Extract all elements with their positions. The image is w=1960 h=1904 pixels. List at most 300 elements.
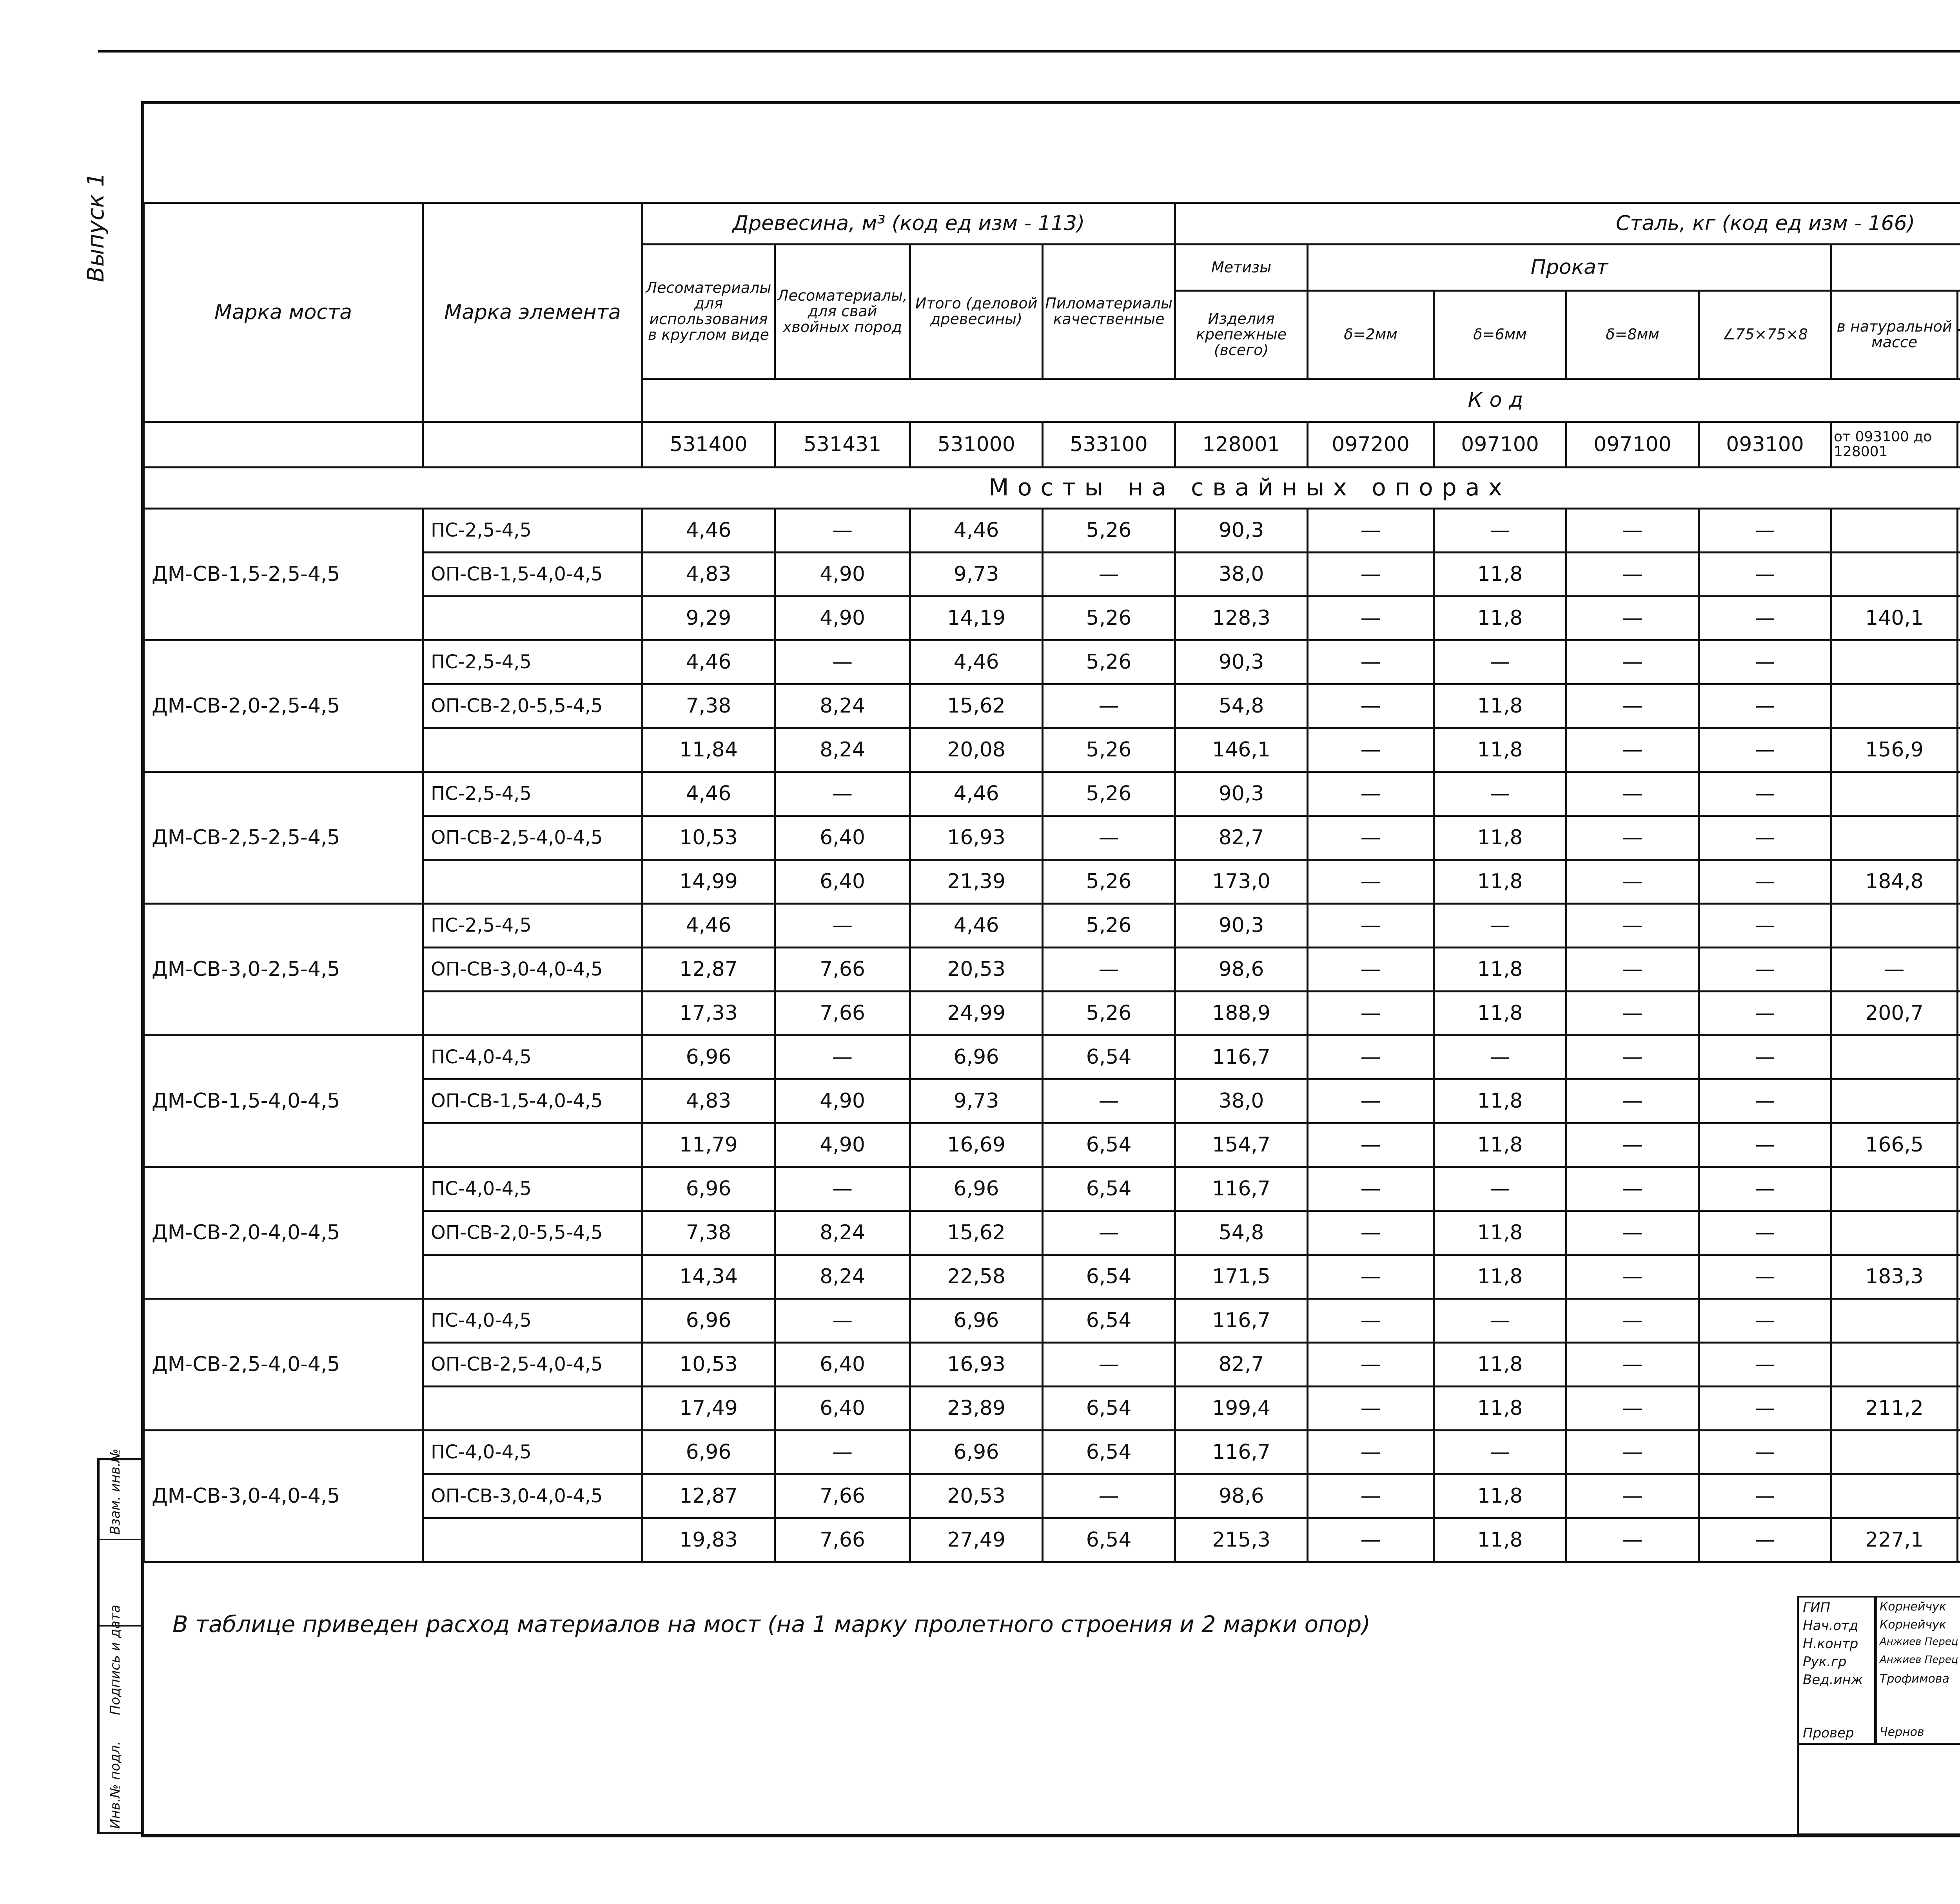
value-cell: 4,46	[910, 772, 1043, 816]
value-cell: 227,1	[1831, 1518, 1958, 1562]
value-cell: —	[1566, 596, 1699, 640]
value-cell	[1958, 1167, 1960, 1211]
value-cell: —	[1434, 1035, 1566, 1079]
value-cell: 4,46	[642, 772, 775, 816]
value-cell: —	[1566, 508, 1699, 552]
value-cell: 6,96	[642, 1167, 775, 1211]
value-cell: 6,54	[1043, 1123, 1175, 1167]
hdr-thick	[1958, 330, 1960, 379]
value-cell: —	[775, 903, 910, 947]
value-cell: —	[775, 772, 910, 816]
value-cell: 82,7	[1175, 1342, 1308, 1386]
value-cell: 11,8	[1434, 816, 1566, 860]
hdr-prokat-6mm: δ=6мм	[1434, 291, 1566, 379]
element-mark-cell: ОП-СВ-3,0-4,0-4,5	[423, 1474, 642, 1518]
name-4: Анжиев Перец	[1880, 1654, 1958, 1666]
element-mark-cell	[423, 728, 642, 772]
value-cell: —	[1699, 1298, 1831, 1342]
value-cell: 5,26	[1043, 903, 1175, 947]
side-issue-label: Выпуск 1	[82, 172, 109, 282]
value-cell: 17,49	[642, 1386, 775, 1430]
value-cell: —	[1566, 1079, 1699, 1123]
value-cell: 6,54	[1043, 1386, 1175, 1430]
value-cell: —	[1308, 1167, 1434, 1211]
value-cell	[1958, 1211, 1960, 1255]
value-cell: —	[1699, 596, 1831, 640]
value-cell	[1958, 1430, 1960, 1474]
value-cell: —	[1308, 903, 1434, 947]
value-cell: —	[1699, 947, 1831, 991]
value-cell: 6,96	[910, 1298, 1043, 1342]
value-cell: 20,53	[910, 947, 1043, 991]
element-mark-cell	[423, 1386, 642, 1430]
value-cell: —	[1434, 508, 1566, 552]
hdr-bridge-mark: Марка моста	[144, 203, 423, 422]
value-cell	[1831, 684, 1958, 728]
value-cell: —	[1434, 772, 1566, 816]
value-cell	[1958, 728, 1960, 772]
hdr-wood-sawn: Пиломатериалы качественные	[1043, 245, 1175, 379]
value-cell: 11,8	[1434, 991, 1566, 1035]
value-cell: 183,3	[1831, 1255, 1958, 1298]
value-cell: —	[775, 1035, 910, 1079]
value-cell: 11,8	[1434, 1255, 1566, 1298]
value-cell: 8,24	[775, 728, 910, 772]
value-cell: —	[1308, 1474, 1434, 1518]
value-cell: 6,96	[642, 1430, 775, 1474]
value-cell: 188,9	[1175, 991, 1308, 1035]
element-mark-cell	[423, 1255, 642, 1298]
value-cell: 20,53	[910, 1474, 1043, 1518]
value-cell: 11,8	[1434, 596, 1566, 640]
value-cell: —	[1699, 1255, 1831, 1298]
value-cell: 4,90	[775, 552, 910, 596]
name-2: Корнейчук	[1880, 1618, 1946, 1632]
value-cell: 4,46	[910, 508, 1043, 552]
value-cell	[1958, 772, 1960, 816]
element-mark-cell	[423, 1518, 642, 1562]
value-cell: 9,73	[910, 1079, 1043, 1123]
value-cell: 154,7	[1175, 1123, 1308, 1167]
value-cell	[1958, 1035, 1960, 1079]
value-cell: 15,62	[910, 1211, 1043, 1255]
code-cell: 531400	[642, 422, 775, 467]
value-cell: —	[1566, 640, 1699, 684]
value-cell: —	[1566, 684, 1699, 728]
table-row	[144, 903, 1960, 947]
value-cell: —	[1434, 640, 1566, 684]
table-row	[144, 508, 1960, 552]
hdr-prokat-8mm: δ=8мм	[1566, 291, 1699, 379]
hdr-code: Код	[642, 379, 1960, 422]
value-cell: 211,2	[1831, 1386, 1958, 1430]
value-cell: 11,8	[1434, 1211, 1566, 1255]
value-cell: 14,34	[642, 1255, 775, 1298]
value-cell: 11,79	[642, 1123, 775, 1167]
hdr-element-mark: Марка элемента	[423, 203, 642, 422]
value-cell: —	[775, 1167, 910, 1211]
value-cell	[1958, 684, 1960, 728]
element-mark-cell: ОП-СВ-1,5-4,0-4,5	[423, 552, 642, 596]
value-cell	[1958, 903, 1960, 947]
code-cell	[1958, 422, 1960, 467]
value-cell: 140,1	[1831, 596, 1958, 640]
code-cell: 093100	[1699, 422, 1831, 467]
value-cell: 16,93	[910, 816, 1043, 860]
value-cell: —	[1308, 552, 1434, 596]
value-cell: 14,19	[910, 596, 1043, 640]
value-cell: 10,53	[642, 816, 775, 860]
value-cell: —	[1699, 772, 1831, 816]
value-cell	[1831, 1079, 1958, 1123]
value-cell: 11,8	[1434, 1518, 1566, 1562]
role-prover: Провер	[1803, 1725, 1854, 1741]
value-cell: 6,96	[910, 1035, 1043, 1079]
value-cell: 199,4	[1175, 1386, 1308, 1430]
value-cell: —	[1434, 1298, 1566, 1342]
value-cell: —	[1699, 1167, 1831, 1211]
side-stamp-sign: Подпись и дата	[107, 1605, 123, 1715]
value-cell: 4,46	[642, 508, 775, 552]
value-cell: —	[775, 1298, 910, 1342]
table-row	[144, 1167, 1960, 1211]
value-cell: 20,08	[910, 728, 1043, 772]
materials-table	[143, 202, 1960, 1563]
value-cell: 146,1	[1175, 728, 1308, 772]
value-cell: —	[1308, 1342, 1434, 1386]
value-cell: 6,40	[775, 1386, 910, 1430]
value-cell: 6,96	[910, 1167, 1043, 1211]
value-cell: 5,26	[1043, 991, 1175, 1035]
value-cell: 7,38	[642, 684, 775, 728]
table-row	[144, 1298, 1960, 1342]
value-cell: 184,8	[1831, 860, 1958, 903]
value-cell: 116,7	[1175, 1298, 1308, 1342]
value-cell: 7,66	[775, 947, 910, 991]
value-cell: —	[1308, 1035, 1434, 1079]
value-cell: —	[1043, 1342, 1175, 1386]
value-cell: 11,8	[1434, 684, 1566, 728]
value-cell: 22,58	[910, 1255, 1043, 1298]
value-cell: 4,83	[642, 1079, 775, 1123]
value-cell: 6,54	[1043, 1255, 1175, 1298]
value-cell: 90,3	[1175, 903, 1308, 947]
value-cell: 8,24	[775, 684, 910, 728]
value-cell: —	[1566, 1298, 1699, 1342]
value-cell	[1958, 1079, 1960, 1123]
value-cell	[1958, 508, 1960, 552]
value-cell: 23,89	[910, 1386, 1043, 1430]
element-mark-cell: ОП-СВ-2,0-5,5-4,5	[423, 1211, 642, 1255]
value-cell: 8,24	[775, 1211, 910, 1255]
name-3: Анжиев Перец	[1880, 1636, 1958, 1648]
value-cell: 11,8	[1434, 1386, 1566, 1430]
element-mark-cell: ПС-4,0-4,5	[423, 1430, 642, 1474]
element-mark-cell: ОП-СВ-3,0-4,0-4,5	[423, 947, 642, 991]
value-cell: —	[1566, 1035, 1699, 1079]
name-1: Корнейчук	[1880, 1600, 1946, 1614]
element-mark-cell: ОП-СВ-1,5-4,0-4,5	[423, 1079, 642, 1123]
side-stamp-vzam: Взам. инв.№	[107, 1448, 123, 1535]
value-cell: 6,54	[1043, 1298, 1175, 1342]
value-cell: 5,26	[1043, 772, 1175, 816]
value-cell: —	[1308, 1518, 1434, 1562]
value-cell: —	[1699, 991, 1831, 1035]
hdr-metizy-sub: Изделия крепежные (всего)	[1175, 291, 1308, 379]
hdr-wood-round: Лесоматериалы для использования в круглом виде	[642, 245, 775, 379]
value-cell	[1831, 1211, 1958, 1255]
code-cell: 097100	[1566, 422, 1699, 467]
value-cell	[1958, 1474, 1960, 1518]
value-cell: 7,66	[775, 1474, 910, 1518]
value-cell: —	[1831, 947, 1958, 991]
value-cell: 54,8	[1175, 684, 1308, 728]
value-cell: 90,3	[1175, 640, 1308, 684]
table-row	[144, 1035, 1960, 1079]
value-cell: —	[1434, 1167, 1566, 1211]
value-cell	[1831, 816, 1958, 860]
value-cell: —	[1699, 1386, 1831, 1430]
value-cell: 17,33	[642, 991, 775, 1035]
hdr-natural-mass: в натуральной массе	[1831, 291, 1958, 379]
value-cell: —	[1566, 1123, 1699, 1167]
code-cell: от 093100 до 128001	[1831, 422, 1958, 467]
value-cell: —	[1566, 772, 1699, 816]
value-cell: —	[1308, 508, 1434, 552]
top-rule	[98, 50, 1960, 53]
value-cell: 15,62	[910, 684, 1043, 728]
value-cell: 6,40	[775, 1342, 910, 1386]
value-cell: 11,8	[1434, 1123, 1566, 1167]
value-cell: 11,8	[1434, 947, 1566, 991]
value-cell: 215,3	[1175, 1518, 1308, 1562]
value-cell: 11,8	[1434, 728, 1566, 772]
value-cell: 10,53	[642, 1342, 775, 1386]
value-cell: 38,0	[1175, 552, 1308, 596]
value-cell	[1958, 1123, 1960, 1167]
value-cell: —	[1308, 1123, 1434, 1167]
value-cell: 11,8	[1434, 1079, 1566, 1123]
value-cell: —	[1308, 1211, 1434, 1255]
value-cell: 11,84	[642, 728, 775, 772]
value-cell	[1831, 552, 1958, 596]
element-mark-cell: ПС-2,5-4,5	[423, 772, 642, 816]
value-cell: 4,46	[910, 903, 1043, 947]
value-cell: —	[1566, 1386, 1699, 1430]
value-cell: —	[1308, 728, 1434, 772]
value-cell	[1958, 1386, 1960, 1430]
value-cell: —	[1043, 816, 1175, 860]
element-mark-cell: ОП-СВ-2,5-4,0-4,5	[423, 1342, 642, 1386]
value-cell	[1958, 947, 1960, 991]
value-cell: 98,6	[1175, 1474, 1308, 1518]
value-cell: —	[1308, 596, 1434, 640]
value-cell: —	[1566, 903, 1699, 947]
value-cell: 11,8	[1434, 1474, 1566, 1518]
value-cell: 9,29	[642, 596, 775, 640]
hdr-wood-total: Итого (деловой древесины)	[910, 245, 1043, 379]
element-mark-cell	[423, 596, 642, 640]
value-cell: —	[1566, 1474, 1699, 1518]
value-cell: 6,96	[910, 1430, 1043, 1474]
value-cell: —	[1566, 816, 1699, 860]
value-cell: —	[1566, 1342, 1699, 1386]
value-cell: 5,26	[1043, 596, 1175, 640]
code-cell: 531431	[775, 422, 910, 467]
value-cell: 4,46	[910, 640, 1043, 684]
role-vedinzh: Вед.инж	[1803, 1672, 1863, 1688]
element-mark-cell: ПС-2,5-4,5	[423, 903, 642, 947]
value-cell: —	[1566, 947, 1699, 991]
element-mark-cell	[423, 860, 642, 903]
value-cell: 8,24	[775, 1255, 910, 1298]
value-cell: —	[1043, 684, 1175, 728]
element-mark-cell: ПС-4,0-4,5	[423, 1298, 642, 1342]
value-cell: 6,96	[642, 1035, 775, 1079]
element-mark-cell: ПС-4,0-4,5	[423, 1167, 642, 1211]
value-cell: —	[1699, 1079, 1831, 1123]
value-cell: 156,9	[1831, 728, 1958, 772]
element-mark-cell: ОП-СВ-2,5-4,0-4,5	[423, 816, 642, 860]
element-mark-cell	[423, 991, 642, 1035]
value-cell	[1958, 991, 1960, 1035]
bridge-mark-cell: ДМ-СВ-2,0-4,0-4,5	[144, 1167, 423, 1298]
value-cell: 200,7	[1831, 991, 1958, 1035]
value-cell: —	[1043, 1474, 1175, 1518]
value-cell: 6,54	[1043, 1430, 1175, 1474]
value-cell: 12,87	[642, 1474, 775, 1518]
value-cell: —	[1308, 816, 1434, 860]
value-cell: —	[1308, 1430, 1434, 1474]
value-cell: —	[1308, 772, 1434, 816]
value-cell: —	[1699, 860, 1831, 903]
value-cell: 9,73	[910, 552, 1043, 596]
value-cell: 173,0	[1175, 860, 1308, 903]
hdr-wood-piles: Лесоматериалы, для свай хвойных пород	[775, 245, 910, 379]
value-cell	[1958, 640, 1960, 684]
value-cell: —	[1699, 508, 1831, 552]
value-cell: 14,99	[642, 860, 775, 903]
bridge-mark-cell: ДМ-СВ-2,0-2,5-4,5	[144, 640, 423, 772]
value-cell	[1831, 772, 1958, 816]
element-mark-cell: ПС-2,5-4,5	[423, 640, 642, 684]
value-cell: 21,39	[910, 860, 1043, 903]
value-cell	[1958, 552, 1960, 596]
value-cell: 116,7	[1175, 1035, 1308, 1079]
code-cell: 097100	[1434, 422, 1566, 467]
value-cell: 54,8	[1175, 1211, 1308, 1255]
value-cell: —	[1566, 552, 1699, 596]
value-cell: 5,26	[1043, 860, 1175, 903]
hdr-total-steel	[1831, 245, 1960, 291]
element-mark-cell: ОП-СВ-2,0-5,5-4,5	[423, 684, 642, 728]
value-cell: —	[1699, 684, 1831, 728]
name-5: Трофимова	[1880, 1672, 1949, 1686]
value-cell: 12,87	[642, 947, 775, 991]
value-cell: —	[1699, 903, 1831, 947]
value-cell: —	[1308, 684, 1434, 728]
value-cell: 90,3	[1175, 508, 1308, 552]
value-cell: —	[1699, 1342, 1831, 1386]
value-cell: —	[1043, 552, 1175, 596]
value-cell: 98,6	[1175, 947, 1308, 991]
value-cell: 4,90	[775, 1079, 910, 1123]
code-cell: 128001	[1175, 422, 1308, 467]
value-cell: —	[1043, 947, 1175, 991]
value-cell: 6,54	[1043, 1518, 1175, 1562]
hdr-incl	[1958, 291, 1960, 330]
value-cell: —	[1043, 1211, 1175, 1255]
value-cell: 5,26	[1043, 508, 1175, 552]
value-cell	[1831, 1342, 1958, 1386]
value-cell: 90,3	[1175, 772, 1308, 816]
bridge-mark-cell: ДМ-СВ-1,5-4,0-4,5	[144, 1035, 423, 1167]
value-cell	[1831, 1035, 1958, 1079]
value-cell: —	[1699, 1518, 1831, 1562]
value-cell: —	[1566, 1255, 1699, 1298]
hdr-steel: Сталь, кг (код ед изм - 166)	[1175, 203, 1960, 245]
value-cell: 128,3	[1175, 596, 1308, 640]
value-cell: 38,0	[1175, 1079, 1308, 1123]
value-cell: 27,49	[910, 1518, 1043, 1562]
value-cell: 116,7	[1175, 1167, 1308, 1211]
value-cell: —	[1566, 1518, 1699, 1562]
bridge-mark-cell: ДМ-СВ-2,5-4,0-4,5	[144, 1298, 423, 1430]
value-cell	[1831, 508, 1958, 552]
hdr-metizy: Метизы	[1175, 245, 1308, 291]
table-row	[144, 640, 1960, 684]
value-cell: 11,8	[1434, 1342, 1566, 1386]
hdr-wood: Древесина, м³ (код ед изм - 113)	[642, 203, 1175, 245]
role-nach: Нач.отд	[1803, 1618, 1858, 1634]
value-cell: 4,46	[642, 640, 775, 684]
role-nkontr: Н.контр	[1803, 1636, 1858, 1652]
title-block	[1797, 1596, 1960, 1835]
value-cell: 4,83	[642, 552, 775, 596]
value-cell	[1958, 1298, 1960, 1342]
value-cell: —	[1043, 1079, 1175, 1123]
value-cell: 6,54	[1043, 1035, 1175, 1079]
value-cell: —	[1308, 1298, 1434, 1342]
value-cell: —	[1566, 728, 1699, 772]
value-cell: —	[1566, 1211, 1699, 1255]
value-cell	[1958, 1518, 1960, 1562]
value-cell: —	[1308, 640, 1434, 684]
value-cell: —	[1699, 1211, 1831, 1255]
element-mark-cell: ПС-2,5-4,5	[423, 508, 642, 552]
section-title: Мосты на свайных опорах	[144, 467, 1960, 508]
element-mark-cell	[423, 1123, 642, 1167]
value-cell: 6,40	[775, 816, 910, 860]
value-cell	[1958, 1255, 1960, 1298]
value-cell	[1958, 816, 1960, 860]
value-cell: 7,66	[775, 991, 910, 1035]
code-cell: 533100	[1043, 422, 1175, 467]
code-cell: 531000	[910, 422, 1043, 467]
value-cell	[1831, 1298, 1958, 1342]
value-cell: —	[1699, 1035, 1831, 1079]
value-cell: 6,96	[642, 1298, 775, 1342]
side-stamp	[97, 1448, 144, 1834]
value-cell	[1958, 860, 1960, 903]
value-cell	[1831, 640, 1958, 684]
value-cell	[1831, 903, 1958, 947]
value-cell: —	[775, 508, 910, 552]
value-cell: 16,69	[910, 1123, 1043, 1167]
value-cell: 4,90	[775, 1123, 910, 1167]
value-cell: —	[775, 640, 910, 684]
table-row	[144, 772, 1960, 816]
